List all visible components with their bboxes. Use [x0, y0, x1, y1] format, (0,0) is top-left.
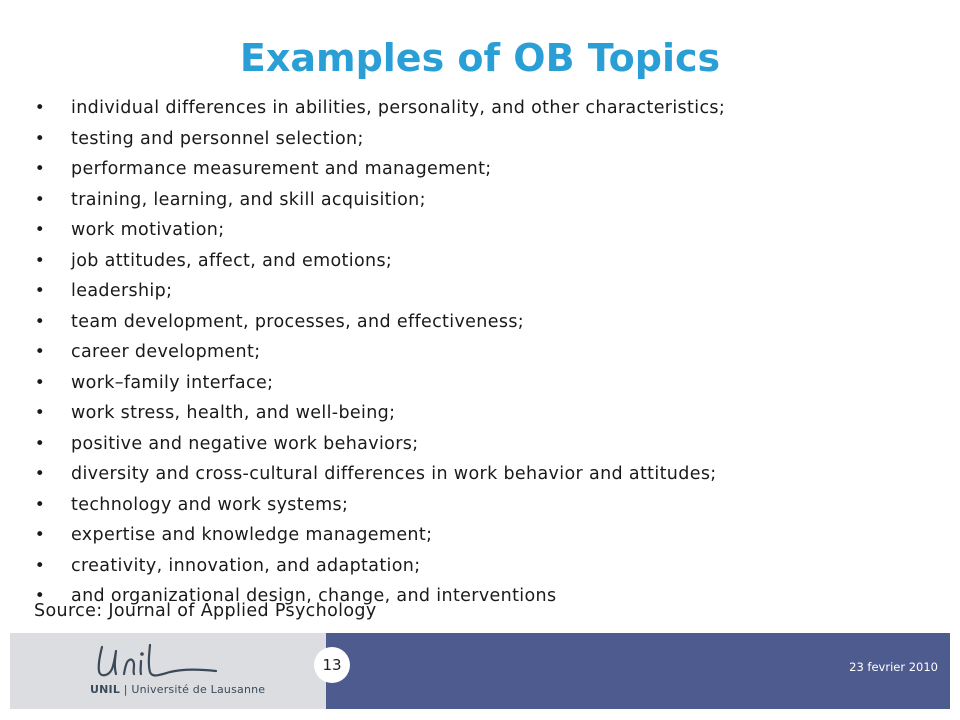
topic-text: team development, processes, and effectiveness; — [71, 311, 525, 332]
bullet-icon: • — [34, 159, 46, 179]
bullet-icon: • — [34, 128, 46, 149]
list-item — [34, 551, 934, 582]
list-item — [34, 276, 934, 307]
topic-text: technology and work systems; — [71, 494, 349, 515]
bullet-icon: • — [34, 433, 46, 454]
topic-text: performance measurement and management; — [71, 159, 492, 179]
bullet-icon: • — [34, 98, 46, 118]
bullet-icon: • — [34, 403, 46, 423]
topic-text: positive and negative work behaviors; — [71, 433, 419, 454]
bullet-icon: • — [34, 494, 46, 515]
bullet-icon: • — [34, 372, 46, 393]
list-item — [34, 154, 934, 185]
topic-text: individual differences in abilities, personality, and other characteristics; — [71, 98, 726, 118]
slide-date: 23 fevrier 2010 — [849, 660, 938, 674]
topic-text: training, learning, and skill acquisition; — [71, 189, 426, 210]
slide-footer — [10, 633, 950, 709]
bullet-icon: • — [34, 250, 46, 271]
slide-title: Examples of OB Topics — [239, 36, 721, 80]
list-item — [34, 490, 934, 521]
logo-caption — [90, 683, 265, 696]
topic-text: work–family interface; — [71, 372, 274, 393]
list-item — [34, 307, 934, 338]
list-item — [34, 520, 934, 551]
bullet-icon: • — [34, 220, 46, 240]
topic-text: expertise and knowledge management; — [71, 525, 433, 545]
bullet-icon: • — [34, 189, 46, 210]
unil-logo-icon — [70, 641, 230, 683]
list-item — [34, 246, 934, 277]
topic-text: job attitudes, affect, and emotions; — [71, 250, 393, 271]
topic-text: creativity, innovation, and adaptation; — [71, 555, 421, 576]
list-item — [34, 398, 934, 429]
list-item — [34, 124, 934, 155]
footer-info-panel — [326, 633, 950, 709]
bullet-icon: • — [34, 555, 46, 576]
topic-text: and organizational design, change, and interventions — [71, 586, 557, 606]
topic-text: leadership; — [71, 281, 173, 301]
list-item — [34, 459, 934, 490]
bullet-icon: • — [34, 464, 46, 484]
topic-text: career development; — [71, 342, 261, 362]
footer-logo-panel — [10, 633, 326, 709]
bullet-icon: • — [34, 525, 46, 545]
topic-list — [34, 93, 934, 612]
logo-caption-university: | Université de Lausanne — [120, 683, 266, 696]
bullet-icon: • — [34, 311, 46, 332]
topic-text: testing and personnel selection; — [71, 128, 364, 149]
topic-text: work motivation; — [71, 220, 225, 240]
source-citation: Source: Journal of Applied Psychology — [34, 601, 377, 621]
list-item — [34, 215, 934, 246]
list-item — [34, 93, 934, 124]
list-item — [34, 185, 934, 216]
page-number-badge: 13 — [314, 647, 350, 683]
list-item — [34, 368, 934, 399]
topic-text: diversity and cross-cultural differences in work behavior and attitudes; — [71, 464, 717, 484]
bullet-icon: • — [34, 281, 46, 301]
logo-caption-unil: UNIL — [90, 683, 121, 696]
bullet-icon: • — [34, 342, 46, 362]
bullet-icon: • — [34, 586, 46, 606]
list-item — [34, 429, 934, 460]
topic-text: work stress, health, and well-being; — [71, 403, 396, 423]
list-item — [34, 337, 934, 368]
